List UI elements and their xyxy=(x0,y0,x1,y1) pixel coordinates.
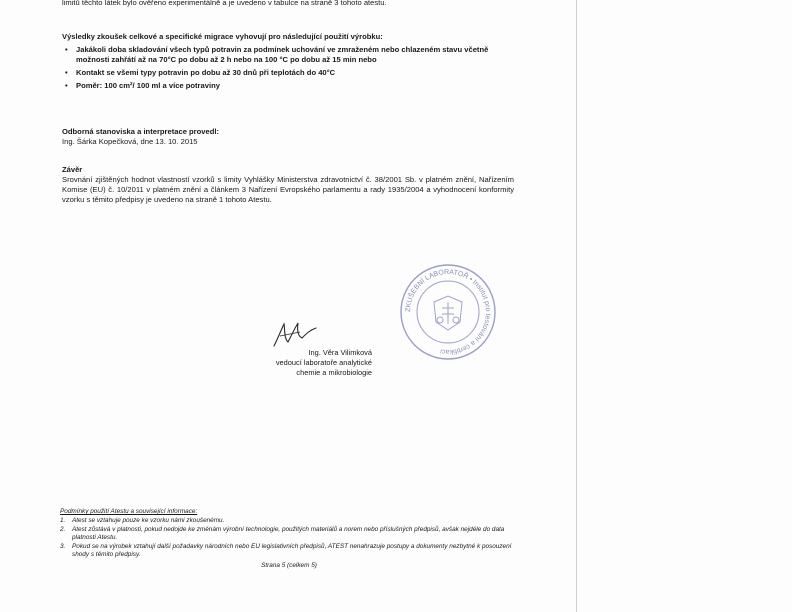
footer-item xyxy=(60,543,518,560)
migration-heading: Výsledky zkoušek celkové a specifické migrace vyhovují pro následující použití výrobku: xyxy=(62,32,383,41)
signature-block xyxy=(232,320,372,380)
continued-text-line: limitů těchto látek bylo ověřeno experimentálně a je uvedeno v tabulce na straně 3 tohoto atestu. xyxy=(62,0,387,7)
opinion-text: Ing. Šárka Kopečková, dne 13. 10. 2015 xyxy=(62,137,198,146)
opinion-heading: Odborná stanoviska a interpretace provedl: xyxy=(62,127,219,136)
handwritten-signature xyxy=(270,320,320,350)
conclusion-heading: Závěr xyxy=(62,165,83,174)
signatory-role-1: vedoucí laboratoře analytické xyxy=(275,358,372,367)
footer-item xyxy=(60,526,518,543)
footer-item-text: Atest se vztahuje pouze ke vzorku námi zkoušenému. xyxy=(72,517,225,525)
migration-list xyxy=(62,45,522,91)
footer-item-number: 2. xyxy=(60,525,66,533)
footer-notes xyxy=(60,508,518,571)
opinion-section xyxy=(62,127,522,147)
stamp-text: ZKUŠEBNÍ LABORATOŘ • Institut pro testování a certifikaci xyxy=(404,268,492,356)
footer-item-text: Pokud se na výrobek vztahují další požadavky národních nebo EU legislativních předpisů, ATEST nenahrazuje postupy a dokumenty nezbytné k posouzení shody s těmito předpisy. xyxy=(72,542,512,559)
footer-item xyxy=(60,517,518,525)
migration-item: • Poměr: 100 cm²/ 100 ml a více potraviny xyxy=(62,81,522,91)
migration-item: • Jakákoli doba skladování všech typů potravin za podmínek uchování ve zmraženém nebo chlazeném stavu včetně možnosti zahřátí až na 70°C po dobu až 2 h nebo na 100 °C po dobu až 15 min nebo xyxy=(62,45,522,65)
footer-item-number: 3. xyxy=(60,542,66,550)
footer-item-number: 1. xyxy=(60,517,66,525)
migration-section xyxy=(62,32,522,94)
footer-list xyxy=(60,517,518,559)
laboratory-stamp xyxy=(398,262,498,362)
scan-edge-line xyxy=(576,0,577,612)
signatory-role-2: chemie a mikrobiologie xyxy=(296,368,372,377)
footer-heading: Podmínky použití Atestu a související informace: xyxy=(60,508,198,515)
signatory-name: Ing. Věra Vilimková xyxy=(308,348,372,357)
signatory-text xyxy=(232,348,372,378)
footer-item-text: Atest zůstává v platnosti, pokud nedojde ke změnám výrobní technologie, použitých materiálů a norem nebo příslušných předpisů, avšak nejdéle do data platnosti Atestu. xyxy=(72,525,505,542)
conclusion-section xyxy=(62,165,514,205)
conclusion-text: Srovnání zjištěných hodnot vlastností vzorků s limity Vyhlášky Ministerstva zdravotnictví č. 38/2001 Sb. v platném znění, Nařízením Komise (EU) č. 10/2011 v platném znění a článkem 3 Nařízení Evropského parlamentu a rady 1935/2004 a vyhodnocení konformity vzorku s těmito předpisy je uvedeno na straně 1 tohoto Atestu. xyxy=(62,175,514,204)
migration-item: • Kontakt se všemi typy potravin po dobu až 30 dnů při teplotách do 40°C xyxy=(62,68,522,78)
page-number: Strana 5 (celkem 5) xyxy=(261,562,317,570)
